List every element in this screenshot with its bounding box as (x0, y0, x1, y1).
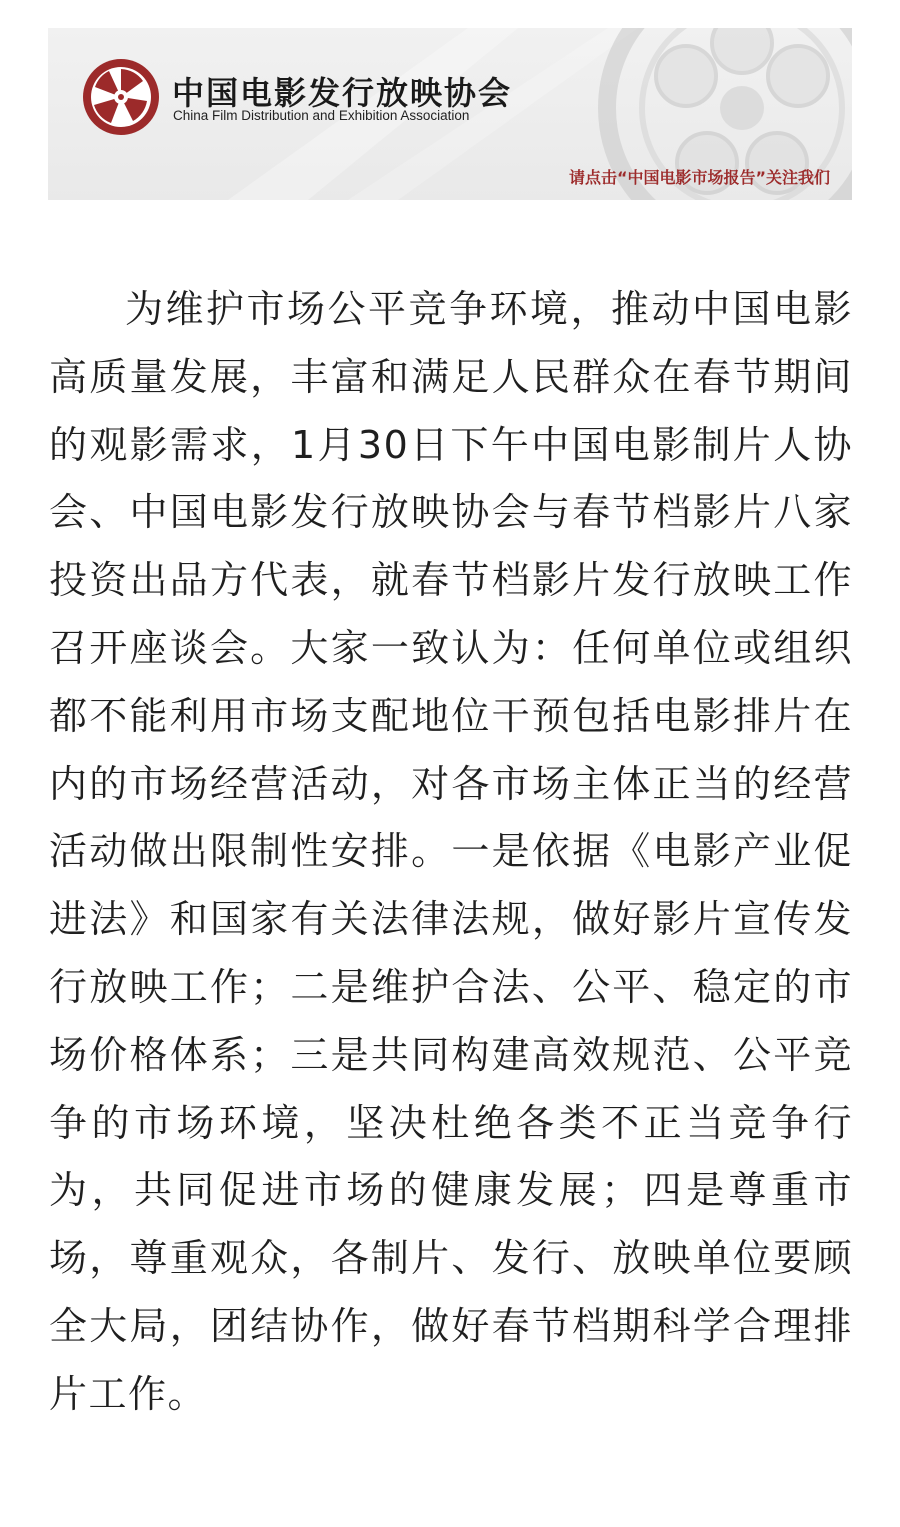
follow-us-link[interactable]: 请点击“中国电影市场报告”关注我们 (568, 168, 830, 187)
organization-name-chinese: 中国电影发行放映协会 (172, 74, 513, 112)
article-paragraph: 为维护市场公平竞争环境，推动中国电影高质量发展，丰富和满足人民群众在春节期间的观影需求，1月30日下午中国电影制片人协会、中国电影发行放映协会与春节档影片八家投资出品方代表，就春节档影片发行放映工作召开座谈会。大家一致认为：任何单位或组织都不能利用市场支配地位干预包括电影排片在内的市场经营活动，对各市场主体正当的经营活动做出限制性安排。一是依据《电影产业促进法》和国家有关法律法规，做好影片宣传发行放映工作；二是维护合法、公平、稳定的市场价格体系；三是共同构建高效规范、公平竞争的市场环境，坚决杜绝各类不正当竞争行为，共同促进市场的健康发展；四是尊重市场，尊重观众，各制片、发行、放映单位要顾全大局，团结协作，做好春节档期科学合理排片工作。 (49, 287, 853, 1416)
organization-name-english: China Film Distribution and Exhibition Association (173, 108, 470, 123)
film-reel-logo-icon (81, 57, 161, 137)
header-banner (48, 28, 852, 200)
